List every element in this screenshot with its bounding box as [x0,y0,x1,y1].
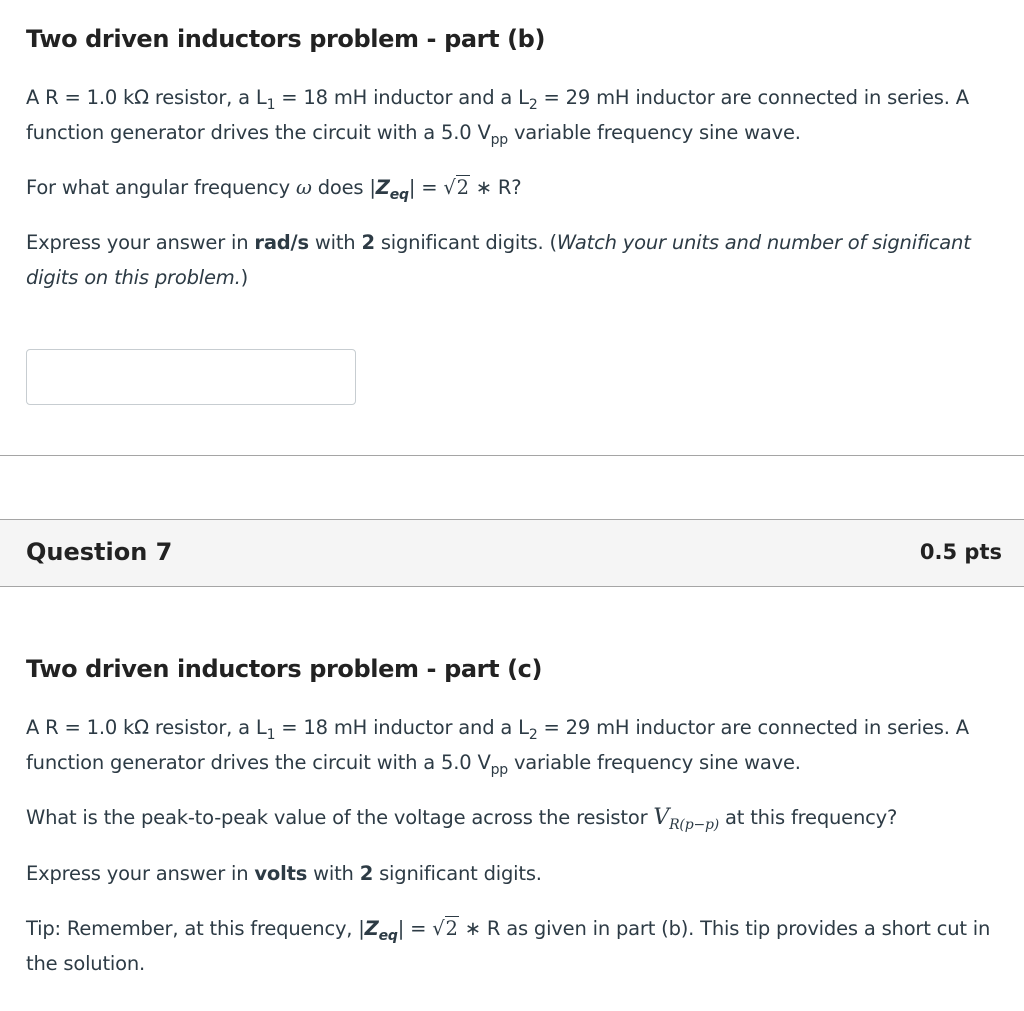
text: ∗ R as given in part (b). This tip provides a short cut in the solution. [26,917,991,975]
text: 2 [528,727,538,743]
sqrt-2 [443,175,469,199]
question-header [0,519,1024,587]
sqrt-sign: √ [432,917,445,940]
text: What is the peak-to-peak value of the voltage across the resistor [26,806,654,829]
units: volts [254,862,308,885]
text: pp [490,132,508,148]
text: Express your answer in [26,231,255,254]
text: 1 [266,727,276,743]
text: with [307,862,360,885]
text: does | [311,176,376,199]
v-sub: R(p−p) [669,817,720,833]
text: | = [397,917,433,940]
text: 2 [528,97,538,113]
text: variable frequency sine wave. [507,751,801,774]
z-sub: eq [389,187,409,203]
part-b-instructions [26,225,994,295]
divider [0,455,1024,456]
text: significant digits. [373,862,542,885]
part-b-description [26,80,994,150]
digits: 2 [361,231,375,254]
text: pp [490,762,508,778]
part-b-question [26,170,994,205]
part-b-title: Two driven inductors problem - part (b) [26,25,546,53]
part-c-description [26,710,994,780]
sqrt-sign: √ [443,176,456,199]
part-c-question [26,800,994,835]
text: ∗ R? [469,176,522,199]
text: A R = 1.0 kΩ resistor, a L [26,716,267,739]
note: Watch your units and number of significant digits on this problem. [26,231,971,289]
text: 1 [266,97,276,113]
part-c-instructions [26,856,994,891]
units: rad/s [254,231,309,254]
part-c-tip [26,911,994,981]
text: For what angular frequency [26,176,296,199]
omega: ω [296,176,312,199]
z-sub: eq [378,928,398,944]
text: significant digits. ( [374,231,557,254]
sqrt-2 [432,916,458,940]
text: = 29 mH inductor are connected in series. A function generator drives the circuit with a 5.0 V [26,86,969,144]
text: A R = 1.0 kΩ resistor, a L [26,86,267,109]
text: Express your answer in [26,862,255,885]
z: Z [364,917,379,940]
radicand: 2 [445,917,458,940]
digits: 2 [359,862,374,885]
text: ) [240,266,248,289]
text: | = [408,176,444,199]
question-points: 0.5 pts [919,540,1002,564]
text: variable frequency sine wave. [507,121,801,144]
z: Z [375,176,390,199]
answer-input[interactable] [26,349,356,405]
text: with [308,231,362,254]
question-number: Question 7 [26,538,173,566]
text: = 29 mH inductor are connected in series. A function generator drives the circuit with a 5.0 V [26,716,969,774]
text: = 18 mH inductor and a L [275,86,529,109]
text: Tip: Remember, at this frequency, | [26,917,365,940]
v: V [653,805,670,830]
radicand: 2 [456,176,469,199]
text: = 18 mH inductor and a L [275,716,529,739]
text: at this frequency? [719,806,898,829]
part-c-title: Two driven inductors problem - part (c) [26,655,543,683]
